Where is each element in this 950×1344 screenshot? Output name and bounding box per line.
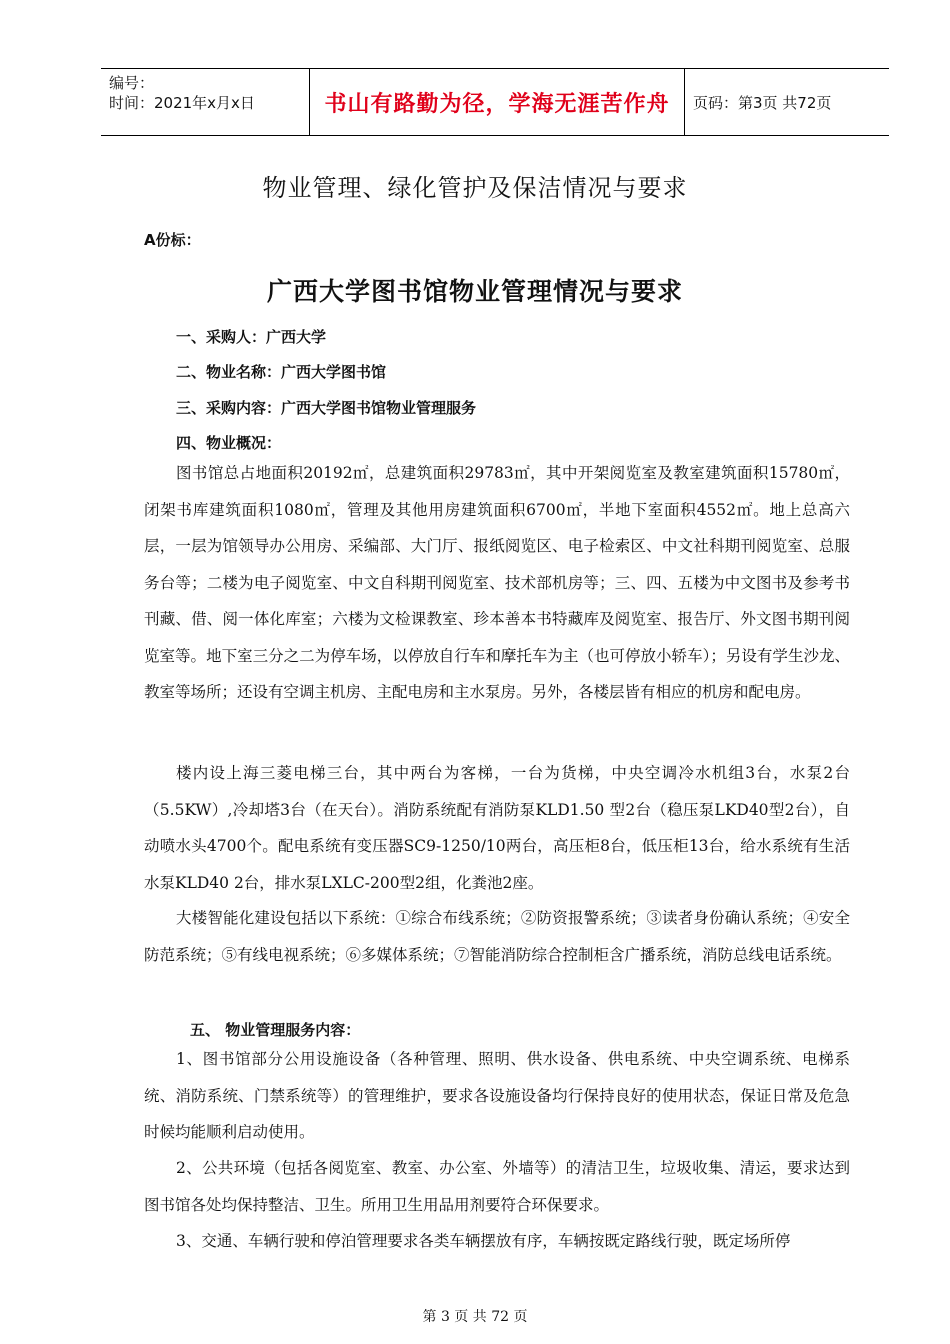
header-motto: 书山有路勤为径，学海无涯苦作舟: [310, 69, 685, 135]
paragraph-service-2: 2、公共环境（包括各阅览室、教室、办公室、外墙等）的清洁卫生，垃圾收集、清运，要求达到图书馆各处均保持整洁、卫生。所用卫生用品用剂要符合环保要求。: [144, 1159, 850, 1214]
list-item-purchaser: 一、采购人：广西大学: [176, 328, 327, 346]
list-item-content: 三、采购内容：广西大学图书馆物业管理服务: [176, 399, 477, 417]
paragraph-service-1: 1、图书馆部分公用设施设备（各种管理、照明、供水设备、供电系统、中央空调系统、电梯系统、消防系统、门禁系统等）的管理维护，要求各设施设备均行保持良好的使用状态，保证日常及危急时候均能顺利启动使用。: [144, 1050, 850, 1141]
list-item-overview: 四、物业概况：: [176, 434, 282, 452]
document-title: 物业管理、绿化管护及保洁情况与要求: [262, 174, 688, 202]
page-header: [101, 68, 889, 136]
section-heading-services: 五、 物业管理服务内容：: [190, 1021, 361, 1039]
paragraph-service-3: 3、交通、车辆行驶和停泊管理要求各类车辆摆放有序，车辆按既定路线行驶，既定场所停: [176, 1232, 791, 1250]
date-label: 时间：2021年x月x日: [109, 94, 255, 112]
header-page-info: 页码：第3页 共72页: [693, 93, 832, 112]
document-subtitle: 广西大学图书馆物业管理情况与要求: [266, 277, 683, 306]
bid-section-label: A份标：: [144, 231, 201, 249]
header-meta-cell: [101, 69, 310, 135]
paragraph-overview: 图书馆总占地面积20192㎡，总建筑面积29783㎡，其中开架阅览室及教室建筑面积15780㎡，闭架书库建筑面积1080㎡，管理及其他用房建筑面积6700㎡，半地下室面积4552㎡。地上总高六层，一层为馆领导办公用房、采编部、大门厅、报纸阅览区、电子检索区、中文社科期刊阅览室、总服务台等；二楼为电子阅览室、中文自科期刊阅览室、技术部机房等；三、四、五楼为中文图书及参考书刊藏、借、阅一体化库室；六楼为文检课教室、珍本善本书特藏库及阅览室、报告厅、外文图书期刊阅览室等。地下室三分之二为停车场，以停放自行车和摩托车为主（也可停放小轿车）；另设有学生沙龙、教室等场所；还设有空调主机房、主配电房和主水泵房。另外，各楼层皆有相应的机房和配电房。: [144, 464, 850, 701]
number-label: 编号：: [109, 74, 155, 92]
list-item-property-name: 二、物业名称：广西大学图书馆: [176, 363, 387, 381]
page-footer: 第 3 页 共 72 页: [422, 1309, 528, 1325]
paragraph-equipment: 楼内设上海三菱电梯三台，其中两台为客梯，一台为货梯，中央空调冷水机组3台，水泵2台（5.5KW）,冷却塔3台（在天台）。消防系统配有消防泵KLD1.50 型2台（稳压泵LKD40型2台），自动喷水头4700个。配电系统有变压器SC9-1250/10两台，高压柜8台，低压柜13台，给水系统有生活水泵KLD40 2台，排水泵LXLC-200型2组，化粪池2座。: [144, 764, 850, 892]
paragraph-intelligent-systems: 大楼智能化建设包括以下系统：①综合布线系统；②防资报警系统；③读者身份确认系统；④安全防范系统；⑤有线电视系统；⑥多媒体系统；⑦智能消防综合控制柜含广播系统，消防总线电话系统。: [144, 909, 850, 964]
